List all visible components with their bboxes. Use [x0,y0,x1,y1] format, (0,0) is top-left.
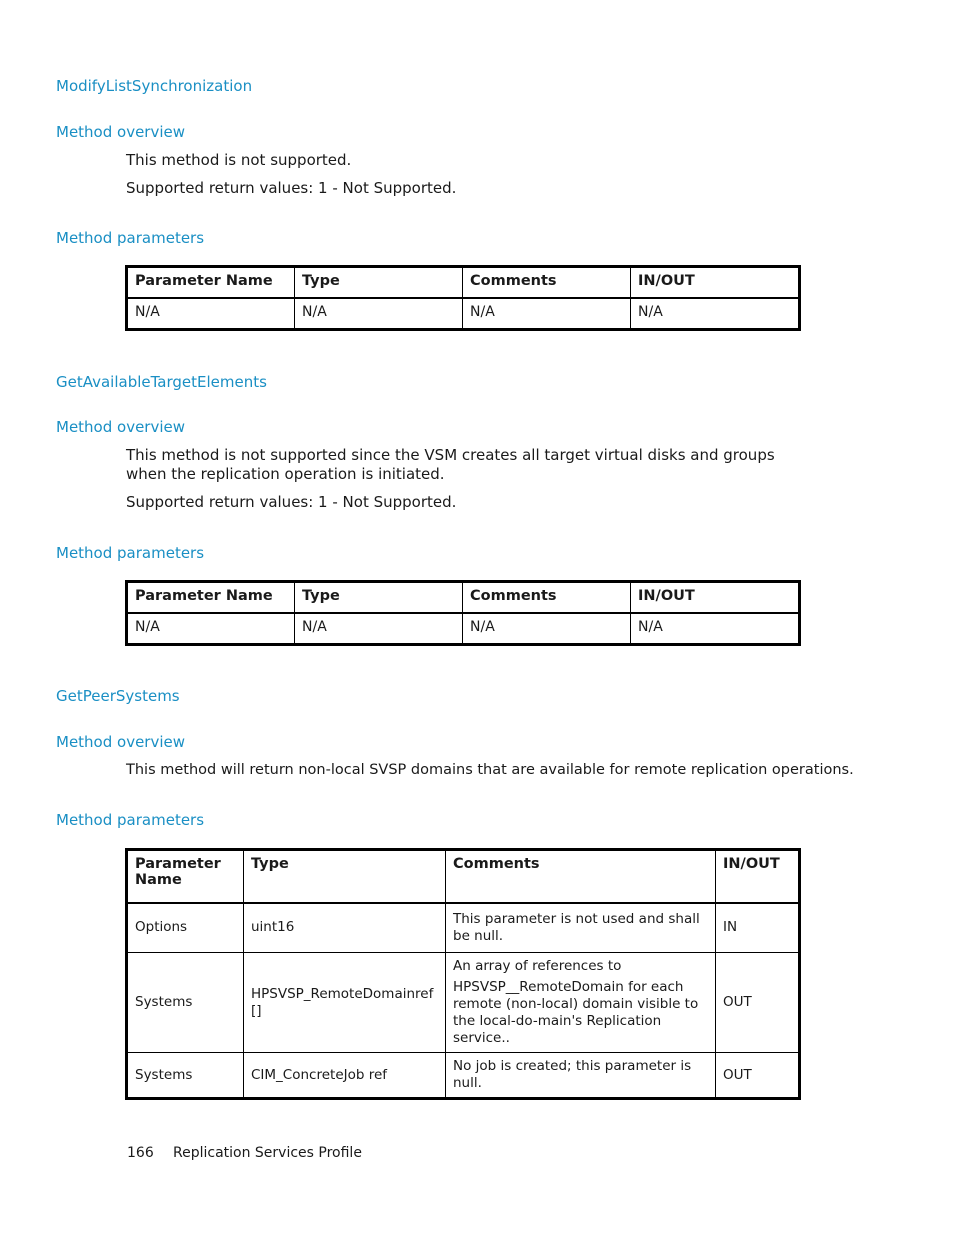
header-cell: IN/OUT [631,582,800,614]
table-row [127,613,800,645]
table-cell: Systems [127,953,244,1053]
header-cell: Comments [463,582,631,614]
parameters-table [125,848,801,1100]
table-header-row [127,267,800,299]
header-cell: Comments [463,267,631,299]
header-cell: Type [244,850,446,903]
comment-text: No job is created; this parameter is null. [453,1058,692,1091]
table-header-row [127,850,800,903]
table-cell [446,1053,716,1099]
table-row [127,298,800,330]
method-parameters-heading: Method parameters [56,544,205,562]
page-number: 166 [127,1145,154,1161]
method-overview-heading: Method overview [56,733,186,751]
table-cell: Options [127,903,244,953]
table-cell [446,953,716,1053]
header-cell: Type [295,582,463,614]
table-cell: HPSVSP_RemoteDomainref [] [244,953,446,1053]
parameters-table [125,580,801,646]
header-cell: IN/OUT [716,850,800,903]
comment-text: HPSVSP__RemoteDomain for each remote (non-local) domain visible to the local-do-main's Replication service.. [453,979,699,1046]
method-overview-heading: Method overview [56,123,186,141]
section-title-modify-list-sync: ModifyListSynchronization [56,77,253,95]
header-cell: Parameter Name [127,850,244,903]
footer-title: Replication Services Profile [173,1145,362,1161]
method-parameters-heading: Method parameters [56,811,205,829]
method-parameters-heading: Method parameters [56,229,205,247]
table-cell: N/A [463,613,631,645]
table-row [127,903,800,953]
table-cell: OUT [716,953,800,1053]
table-cell: N/A [463,298,631,330]
table-cell: Systems [127,1053,244,1099]
section-title-get-available-target-elements: GetAvailableTargetElements [56,373,267,391]
table-cell: N/A [295,613,463,645]
overview-text: This method is not supported. [126,151,352,169]
table-cell: CIM_ConcreteJob ref [244,1053,446,1099]
overview-text: Supported return values: 1 - Not Supported. [126,179,457,197]
parameters-table [125,265,801,331]
header-cell: Type [295,267,463,299]
table-row [127,1053,800,1099]
comment-text: This parameter is not used and shall be null. [453,910,700,944]
header-cell: Parameter Name [127,267,295,299]
table-cell [446,903,716,953]
table-cell: IN [716,903,800,953]
overview-text: This method is not supported since the VSM creates all target virtual disks and groups when the replication operation is initiated. [126,446,775,483]
table-cell: OUT [716,1053,800,1099]
table-cell: N/A [127,298,295,330]
table-cell: N/A [295,298,463,330]
table-header-row [127,582,800,614]
table-row [127,953,800,1053]
overview-text: This method will return non-local SVSP domains that are available for remote replication operations. [126,762,854,778]
header-cell: Parameter Name [127,582,295,614]
header-cell: IN/OUT [631,267,800,299]
section-title-get-peer-systems: GetPeerSystems [56,687,180,705]
table-cell: N/A [127,613,295,645]
table-cell: uint16 [244,903,446,953]
table-cell: N/A [631,298,800,330]
method-overview-heading: Method overview [56,418,186,436]
comment-text: An array of references to [453,958,622,974]
overview-text: Supported return values: 1 - Not Supported. [126,493,457,511]
table-cell: N/A [631,613,800,645]
page-footer [127,1145,362,1161]
header-cell: Comments [446,850,716,903]
